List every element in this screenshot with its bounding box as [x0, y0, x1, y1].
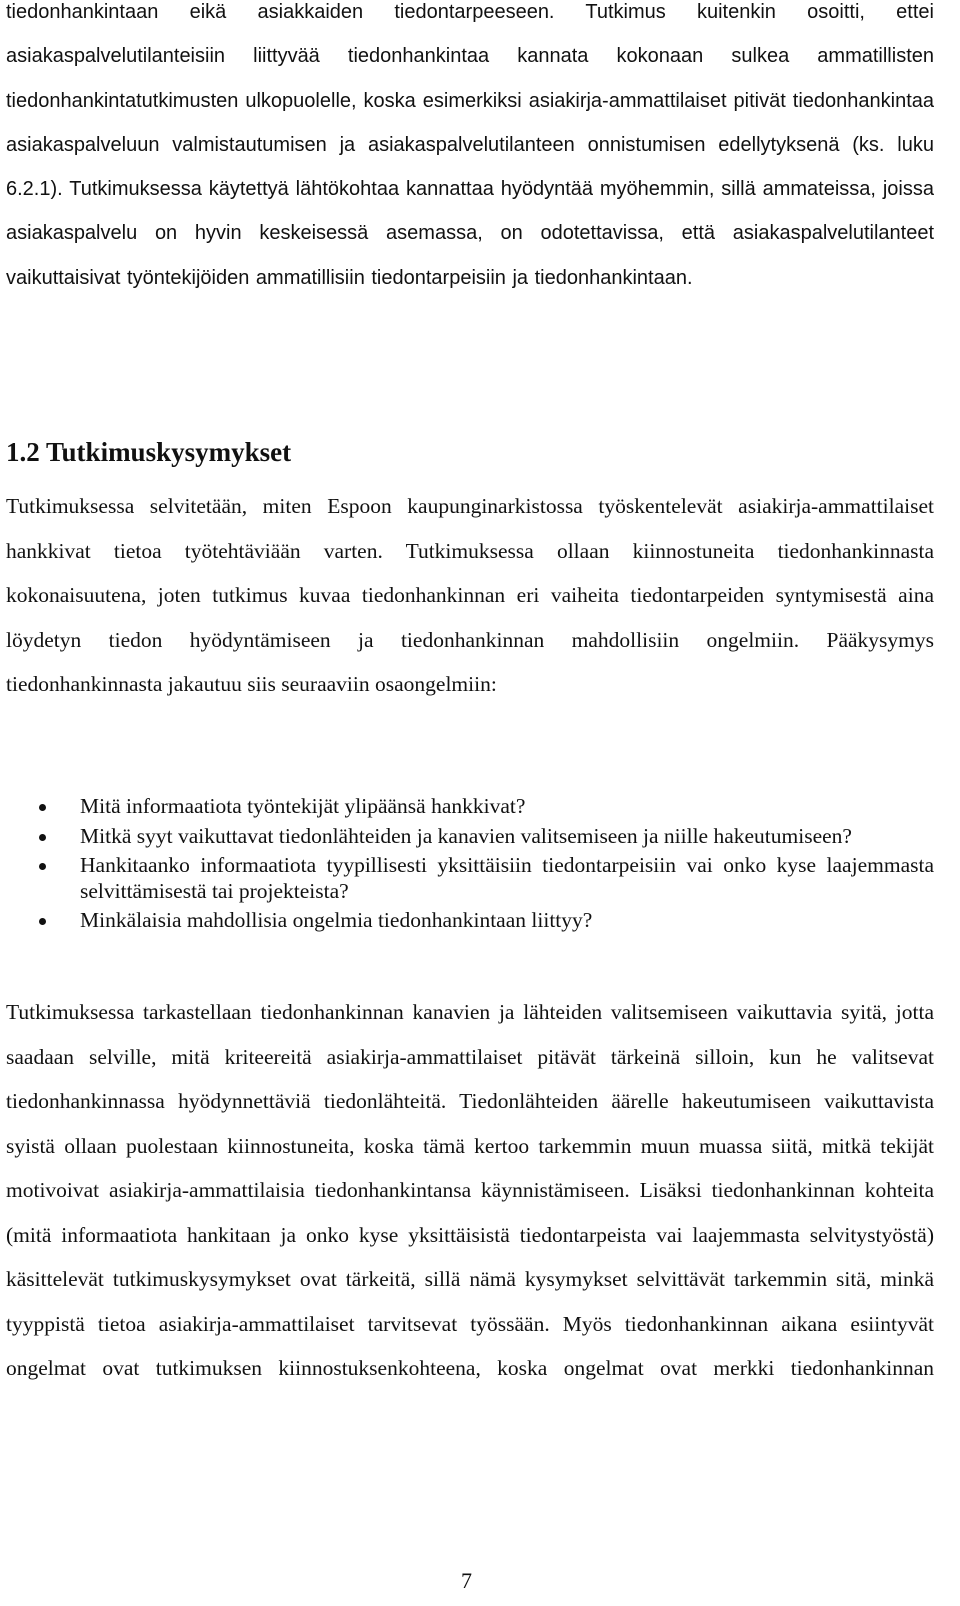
list-item: [6, 794, 934, 820]
list-item-text: Mitä informaatiota työntekijät ylipäänsä hankkivat?: [80, 794, 526, 818]
section-heading: 1.2 Tutkimuskysymykset: [6, 437, 292, 467]
paragraph-intro: [6, 0, 934, 300]
bullet-icon: [39, 863, 46, 870]
paragraph-text: Tutkimuksessa tarkastellaan tiedonhankinnan kanavien ja lähteiden valitsemiseen vaikuttavia syitä, jotta saadaan selville, mitä kriteereitä asiakirja-ammattilaiset pitävät tärkeinä silloin, kun he valitsevat tiedonhankinnassa hyödynnettäviä tiedonlähteitä. Tiedonlähteiden äärelle hakeutumiseen vaikuttavista syistä ollaan puolestaan kiinnostuneita, koska tämä kertoo tarkemmin muun muassa siitä, mitkä tekijät motivoivat asiakirja-ammattilaisia tiedonhankintansa käynnistämiseen. Lisäksi tiedonhankinnan kohteita (mitä informaatiota hankitaan ja onko kyse yksittäisistä tiedontarpeista vai laajemmasta selvitystyöstä) käsittelevät tutkimuskysymykset ovat tärkeitä, sillä nämä kysymykset selvittävät tarkemmin sitä, minkä tyyppistä tietoa asiakirja-ammattilaiset tarvitsevat työssään. Myös tiedonhankinnan aikana esiintyvät ongelmat ovat tutkimuksen kiinnostuksenkohteena, koska ongelmat ovat merkki tiedonhankinnan: [6, 1000, 934, 1380]
paragraph-text: Tutkimuksessa selvitetään, miten Espoon kaupunginarkistossa työskentelevät asiakirja-ammattilaiset hankkivat tietoa työtehtäviään varten. Tutkimuksessa ollaan kiinnostuneita tiedonhankinnasta kokonaisuutena, joten tutkimus kuvaa tiedonhankinnan eri vaiheita tiedontarpeiden syntymisestä aina löydetyn tiedon hyödyntämiseen ja tiedonhankinnan mahdollisiin ongelmiin. Pääkysymys tiedonhankinnasta jakautuu siis seuraaviin osaongelmiin:: [6, 494, 934, 696]
list-item: [6, 853, 934, 904]
paragraph-text: tiedonhankintaan eikä asiakkaiden tiedontarpeeseen. Tutkimus kuitenkin osoitti, ettei asiakaspalvelutilanteisiin liittyvää tiedonhankintaa kannata kokonaan sulkea ammatillisten tiedonhankintatutkimusten ulkopuolelle, koska esimerkiksi asiakirja-ammattilaiset pitivät tiedonhankintaa asiakaspalveluun valmistautumisen ja asiakaspalvelutilanteen onnistumisen edellytyksenä (ks. luku 6.2.1). Tutkimuksessa käytettyä lähtökohtaa kannattaa hyödyntää myöhemmin, sillä ammateissa, joissa asiakaspalvelu on hyvin keskeisessä asemassa, on odotettavissa, että asiakaspalvelutilanteet vaikuttaisivat työntekijöiden ammatillisiin tiedontarpeisiin ja tiedonhankintaan.: [6, 1, 934, 289]
list-item: [6, 908, 934, 934]
bullet-list: [6, 794, 934, 938]
list-item-text: Minkälaisia mahdollisia ongelmia tiedonhankintaan liittyy?: [80, 908, 593, 932]
bullet-icon: [39, 804, 46, 811]
list-item-text: Hankitaanko informaatiota tyypillisesti yksittäisiin tiedontarpeisiin vai onko kyse laajemmasta selvittämisestä tai projekteista?: [80, 853, 934, 903]
paragraph-research-questions: [6, 484, 934, 707]
paragraph-analysis: [6, 990, 934, 1391]
page-number: 7: [461, 1568, 472, 1593]
bullet-icon: [39, 834, 46, 841]
bullet-icon: [39, 918, 46, 925]
list-item: [6, 824, 934, 850]
list-item-text: Mitkä syyt vaikuttavat tiedonlähteiden ja kanavien valitsemiseen ja niille hakeutumiseen?: [80, 823, 852, 848]
